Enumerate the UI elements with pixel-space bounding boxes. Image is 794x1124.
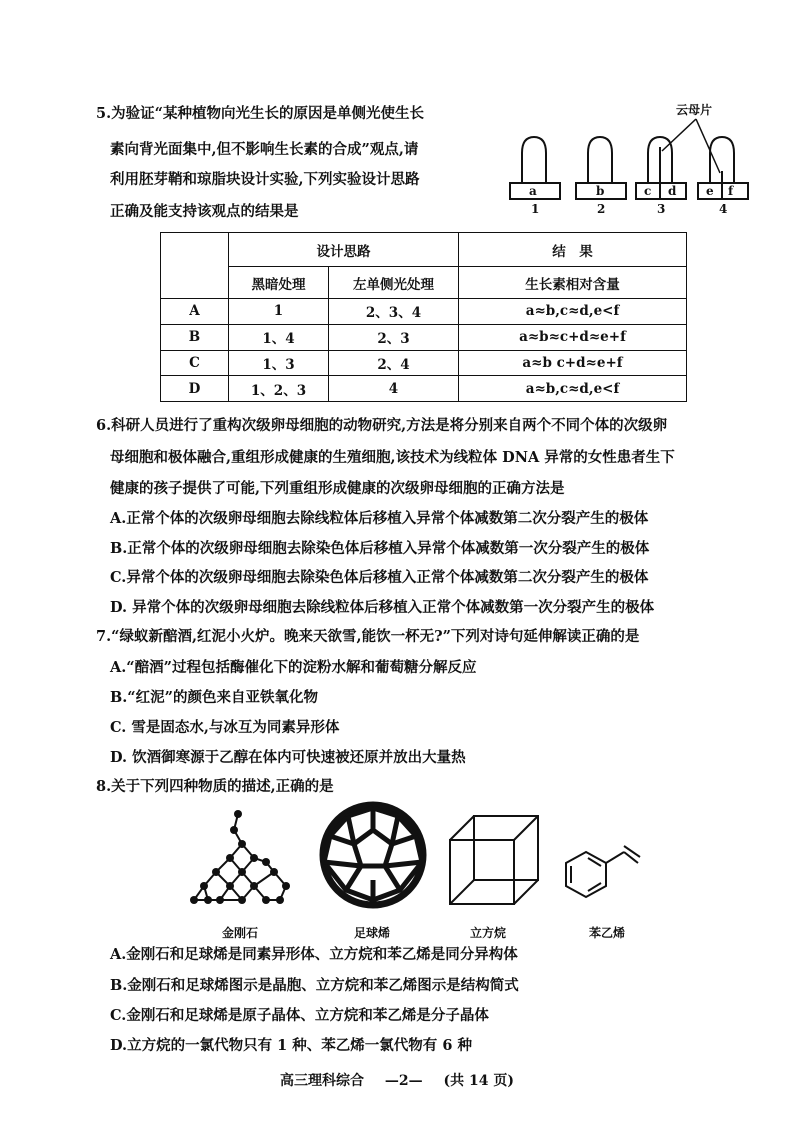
q8-option-d: D.立方烷的一氯代物只有 1 种、苯乙烯一氯代物有 6 种 (110, 1037, 472, 1054)
q7-option-a: A.“醅酒”过程包括酶催化下的淀粉水解和葡萄糖分解反应 (110, 659, 477, 676)
q6-option-c: C.异常个体的次级卵母细胞去除染色体后移植入正常个体减数第二次分裂产生的极体 (110, 569, 649, 586)
setup-4-number: 4 (719, 202, 728, 216)
row-light: 2、3、4 (329, 299, 459, 325)
row-result: a≈b c+d≈e+f (459, 350, 687, 376)
q8-option-c: C.金刚石和足球烯是原子晶体、立方烷和苯乙烯是分子晶体 (110, 1007, 489, 1024)
q8-option-a: A.金刚石和足球烯是同素异形体、立方烷和苯乙烯是同分异构体 (110, 946, 518, 963)
row-light: 4 (329, 376, 459, 402)
block-c-label: c (644, 184, 652, 198)
block-a-label: a (529, 184, 537, 198)
block-b-label: b (596, 184, 605, 198)
header-design: 设计思路 (229, 233, 459, 267)
q6-stem-line-3: 健康的孩子提供了可能,下列重组形成健康的次级卵母细胞的正确方法是 (110, 480, 565, 497)
table-corner-cell (161, 233, 229, 299)
block-d-label: d (668, 184, 677, 198)
block-e-label: e (706, 184, 714, 198)
fullerene-figure (318, 800, 428, 910)
row-option: A (161, 299, 229, 325)
row-option: B (161, 324, 229, 350)
row-option: D (161, 376, 229, 402)
coleoptile-figure (500, 95, 760, 220)
footer-total-pages: (共 14 页) (443, 1073, 514, 1089)
row-dark: 1、4 (229, 324, 329, 350)
row-light: 2、3 (329, 324, 459, 350)
setup-2-number: 2 (597, 202, 606, 216)
q6-stem-line-2: 母细胞和极体融合,重组形成健康的生殖细胞,该技术为线粒体 DNA 异常的女性患者生下 (110, 449, 675, 466)
q5-table (160, 232, 687, 402)
row-result: a≈b,c≈d,e<f (459, 376, 687, 402)
q7-stem: 7.“绿蚁新醅酒,红泥小火炉。晚来天欲雪,能饮一杯无?”下列对诗句延伸解读正确的是 (96, 628, 640, 645)
header-dark: 黑暗处理 (229, 267, 329, 299)
mica-label: 云母片 (676, 103, 713, 117)
footer-page-number: —2— (384, 1073, 423, 1089)
q7-option-d: D. 饮酒御寒源于乙醇在体内可快速被还原并放出大量热 (110, 749, 466, 766)
row-dark: 1 (229, 299, 329, 325)
diamond-structure-figure (190, 806, 295, 914)
table-row (161, 350, 687, 376)
q7-option-c: C. 雪是固态水,与冰互为同素异形体 (110, 719, 340, 736)
fullerene-label: 足球烯 (354, 926, 391, 940)
q5-stem-line-4: 正确及能支持该观点的结果是 (110, 203, 299, 220)
row-result: a≈b≈c+d≈e+f (459, 324, 687, 350)
header-light: 左单侧光处理 (329, 267, 459, 299)
table-row (161, 376, 687, 402)
header-result: 结 果 (459, 233, 687, 267)
q5-stem-line-1: 5.为验证“某种植物向光生长的原因是单侧光使生长 (96, 105, 424, 122)
q5-stem-line-2: 素向背光面集中,但不影响生长素的合成”观点,请 (110, 141, 419, 158)
cubane-figure (446, 812, 542, 912)
q6-option-b: B.正常个体的次级卵母细胞去除染色体后移植入异常个体减数第一次分裂产生的极体 (110, 540, 650, 557)
page-footer (0, 1070, 794, 1090)
table-row (161, 299, 687, 325)
q7-option-b: B.“红泥”的颜色来自亚铁氧化物 (110, 689, 318, 706)
diamond-label: 金刚石 (222, 926, 259, 940)
footer-subject: 高三理科综合 (280, 1073, 364, 1089)
cubane-label: 立方烷 (470, 926, 507, 940)
row-dark: 1、2、3 (229, 376, 329, 402)
row-dark: 1、3 (229, 350, 329, 376)
row-light: 2、4 (329, 350, 459, 376)
q6-stem-line-1: 6.科研人员进行了重构次级卵母细胞的动物研究,方法是将分别来自两个不同个体的次级卵 (96, 417, 668, 434)
styrene-figure (558, 842, 644, 908)
header-content: 生长素相对含量 (459, 267, 687, 299)
setup-1-number: 1 (531, 202, 540, 216)
styrene-label: 苯乙烯 (589, 926, 626, 940)
setup-3-number: 3 (657, 202, 666, 216)
q6-option-d: D. 异常个体的次级卵母细胞去除线粒体后移植入正常个体减数第一次分裂产生的极体 (110, 599, 655, 616)
q8-option-b: B.金刚石和足球烯图示是晶胞、立方烷和苯乙烯图示是结构简式 (110, 977, 519, 994)
block-f-label: f (728, 184, 734, 198)
q8-stem: 8.关于下列四种物质的描述,正确的是 (96, 778, 334, 795)
table-row (161, 324, 687, 350)
q5-stem-line-3: 利用胚芽鞘和琼脂块设计实验,下列实验设计思路 (110, 171, 420, 188)
row-result: a≈b,c≈d,e<f (459, 299, 687, 325)
row-option: C (161, 350, 229, 376)
q6-option-a: A.正常个体的次级卵母细胞去除线粒体后移植入异常个体减数第二次分裂产生的极体 (110, 510, 649, 527)
